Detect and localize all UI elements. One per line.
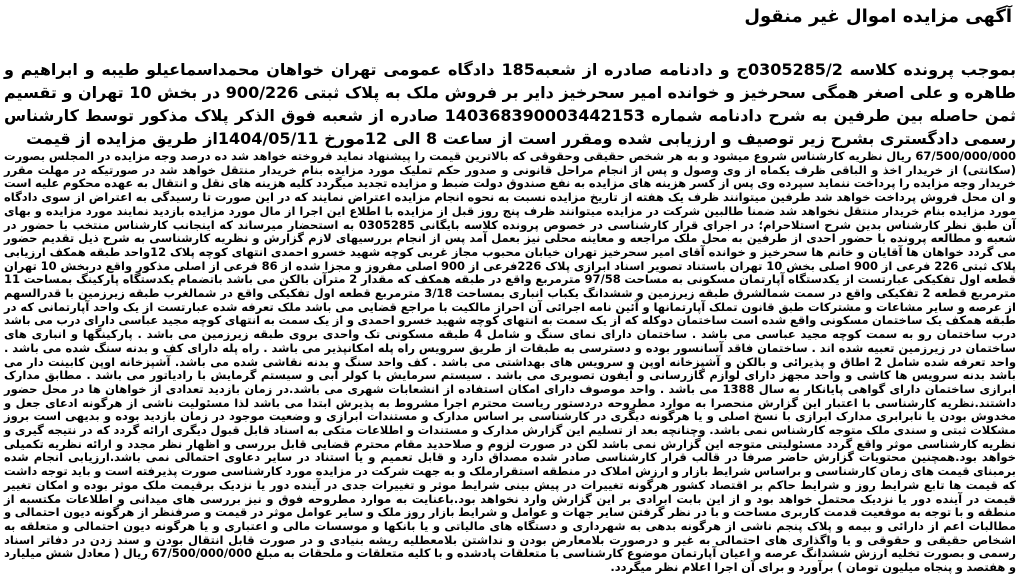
notice-body-paragraph: 67/500/000/000 ریال نظریه کارشناس شروع میشود و به هر شخص حقیقی وحقوقی که بالاترین قیمت را پیشنهاد نماید فروخته خواهد شد ده درصد وجه مزایده در المجلس بصورت (سکانتی) از خریدار اخذ و الباقی ظرف یکماه از وی وصول و پس از انجام مراحل قانونی و صدور حکم تملیک مورد مزایده بنام خریدار منتقل خواهد شد در صورتیکه در مهلت مقرر خریدار وجه مزایده را پرداخت ننماید سپرده وی پس از کسر هزینه های مزایده به نفع صندوق دولت ضبط و مزایده تجدید میگردد کلیه هزینه های نقل و انتقال به عهده محکوم علیه است و ان محل فروش پرداخت خواهد شد طرفین میتوانند ظرف یک هفته از تاریخ مزایده نسبت به نحوه انجام مزایده اعتراض نمایند که در این صورت تا رسیدگی به اعتراض از سوی دادگاه مورد مزایده بنام خریدار منتقل نخواهد شد ضمنا طالبین شرکت در مزایده میتوانند ظرف پنج روز قبل از مزایده با اطلاع این اجرا از مال مورد مزایده بازدید نمایند مورد مزایده و بهای آن طبق نظر کارشناس بدین شرح استلاحرام؛ در اجرای قرار کارشناسی در خصوص پرونده کلاسه بایگانی 0305285 به استحضار میرساند که اینجانب کارشناس منتخب با حضور در شعبه و مطالعه پرونده با حضور احدی از طرفین به محل ملک مراجعه و معاینه محلی نیز بعمل آمد پس از انجام بررسیهای لازم گزارش و نظریه کارشناسی به شرح ذیل تقدیم حضور می گردد خواهان ها آقایان و خانم ها سحرخیز و خوانده آقای امیر سحرخیز تهران خیابان محبوب مجاز غربی کوچه شهید خسرو احمدی انتهای کوچه پلاک 12واحد طبقه همکف ارزیابی پلاک ثبتی 226 فرعی از 900 اصلی بخش 10 تهران باستناد تصویر اسناد ابرازی پلاک 226فرعی از 900 اصلی مفروز و مجزا شده از 86 فرعی از اصلی مذکور واقع دربخش 10 تهران قطعه اول تفکیکی عبارتست از یکدستگاه آپارتمان مسکونی به مساحت 97/58 مترمربع واقع در طبقه همکف که مقدار 2 مترآن بالکن می باشد باتضمام یکدستگاه پارکینگ بمساحت 11 مترمربع قطعه 2 تفکیکی واقع در سمت شمالشرق طبقه زیرزمین و ششدانگ یکباب انباری بمساحت 3/18 مترمربع قطعه اول تفکیکی واقع در شمالغرب طبقه زیرزمین با قدرالسهم از عرصه و سایر مشاعات و مشترکات طبق قانون تملک آپارتمانها و آئین نامه اجرائی آن احراز مالکیت با مراجع قضایی می باشد ملک تعرفه شده عبارتست از یک واحد آپارتمانی که در طبقه همکف یک ساختمان مسکونی واقع شده است ساختمان دوکله که از یک سمت به انتهای کوچه شهید خسرو احمدی و از یک سمت به انتهای کوچه مجید عباسی دارای درب می باشد درب ساختمان رو به سمت کوچه مجید عباسی می باشد . ساختمان دارای نمای سنگ و شامل 4 طبقه مسکونی تک واحدی بروی طبقه زیرزمین می باشد . پارکینگها و انباری های ساختمان در زیرزمین تعبیه شده اند . ساختمان فاقد آسانسور بوده و دسترسی به طبقات از طریق سرویس راه پله امکانپذیر می باشد . راه پله دارای کف و بدنه سنگ شده می باشد . واحد تعرفه شده شامل 2 اطاق و پذیرائی و بالکن و آشپزخانه اوپن و سرویس های بهداشتی می باشد . کف واحد سنگ و بدنه نقاشی شده می باشد. آشپزخانه اوپن کابینت دار می باشد بدنه سرویس ها کاشی و واحد مجهز دارای لوازم گازرسانی و آیفون تصویری می باشد . سیستم سرمایش با کولر آبی و سیستم گرمایش با رادیاتور می باشد . مطابق مدارک ابرازی ساختمان دارای گواهی پایانکار به سال 1388 می باشد . واحد موصوف دارای امکان استفاده از انشعابات شهری می باشد.در زمان بازدید تعدادی از خواهان ها در محل حضور داشتند.نظریه کارشناسی با اعتبار این گزارش منحصرا به موارد مطروحه دردستور ریاست محترم اجرا مشروط به پذیرش ابتدا می باشد لذا مسئولیت ناشی از هرگونه ادعای جعل و مخدوش بودن یا نابرابری مدارک ابرازی با نسخ اصلی و یا هرگونه دیگری در کارشناسی بر اساس مدارک و مستندات ابرازی و وضعیت موجود در زمان بازدید بوده و بدیهی است بروز مشکلات ثبتی و سندی ملک متوجه کارشناس نمی باشد. وچنانچه بعد از تسلیم این گزارش مدارک و مستندات و اطلاعات متکی به اسناد قابل قبول دیگری ارائه گردد که در نتیجه گیری و نظریه کارشناسی موثر واقع گردد مسئولیتی متوجه این گزارش نمی باشد لکن در صورت لزوم و صلاحدید مقام محترم قضایی قابل بررسی و اظهار نظر مجدد و ارائه نظریه تکمیلی خواهد بود.همچنین محتویات گزارش حاضر صرفا در قالب قرار کارشناسی صادر شده مصداق دارد و قابل تعمیم و یا استناد در سایر دعاوی احتمالی نمی باشد.ارزیابی انجام شده برمبنای قیمت های زمان کارشناسی و براساس شرایط بازار و ارزش املاک در منطقه استقرارملک و به جهت شرکت در مزایده مورد کارشناسی صورت پذیرفته است و باید توجه داشت که قیمت ها تابع شرایط روز و شرایط حاکم بر اقتصاد کشور هرگونه تغییرات در پیش بینی شرایط موثر و تغییرات جدی در آینده دور یا نزدیک برقیمت ملک موثر بوده و امکان تغییر قیمت در آینده دور یا نزدیک محتمل خواهد بود و از این بابت ابرادی بر این گزارش وارد نخواهد بود.باعنایت به موارد مطروحه فوق و نیز بررسی های میدانی و اطلاعات مکتسبه از منطقه و با توجه به موقعیت قدمت کاربری مساحت و با در نظر گرفتن سایر جهات و عوامل و شرایط بازار روز ملک و سایر عوامل موثر در قیمت و صرفنظر از هرگونه دیون احتمالی و مطالبات اعم از دارائی و بیمه و پلاک پنجم ناشی از هرگونه بدهی به شهرداری و دستگاه های مالیاتی و یا بانکها و موسسات مالی و اعتباری و یا هرگونه دیون احتمالی و متعلقه به اشخاص حقیقی و حقوقی و یا واگذاری های احتمالی به غیر و درصورت بلامعارض بودن و نداشتن بلامعطلیه ریشه بنیادی و در صورت قابل انتقال بودن و سند زدن در دفاتر اسناد رسمی و بصورت تخلیه ارزش ششدانگ عرصه و اعیان آپارتمان موضوع کارشناسی با متعلقات پادشده و با کلیه متعلقات و ملحقات به مبلغ 67/500/000/000 ریال ( معادل شش میلیارد و هفتصد و پنجاه میلیون تومان ) برآورد و برای آن اجرا اعلام نظر میگردد. <box>4 149 1017 575</box>
notice-title: آگهی مزایده اموال غیر منقول <box>744 6 1012 27</box>
notice-lead-paragraph: بموجب پرونده کلاسه 0305285/2ج و دادنامه صادره از شعبه185 دادگاه عمومی تهران خواهان محمداسماعیلو طیبه و ابراهیم و طاهره و علی اصغر همگی سحرخیز و خوانده امیر سحرخیز دایر بر فروش ملک به پلاک ثبتی 900/226 در بخش 10 تهران و تقسیم ثمن حاصله بین طرفین به شرح دادنامه شماره 140368390003442153 صادره از شعبه فوق الذکر پلاک مذکور توسط کارشناس رسمی دادگستری بشرح زیر توصیف و ارزیابی شده ومقرر است از ساعت 8 الی 12مورخ 1404/05/11از طریق مزایده از قیمت <box>4 60 1017 148</box>
